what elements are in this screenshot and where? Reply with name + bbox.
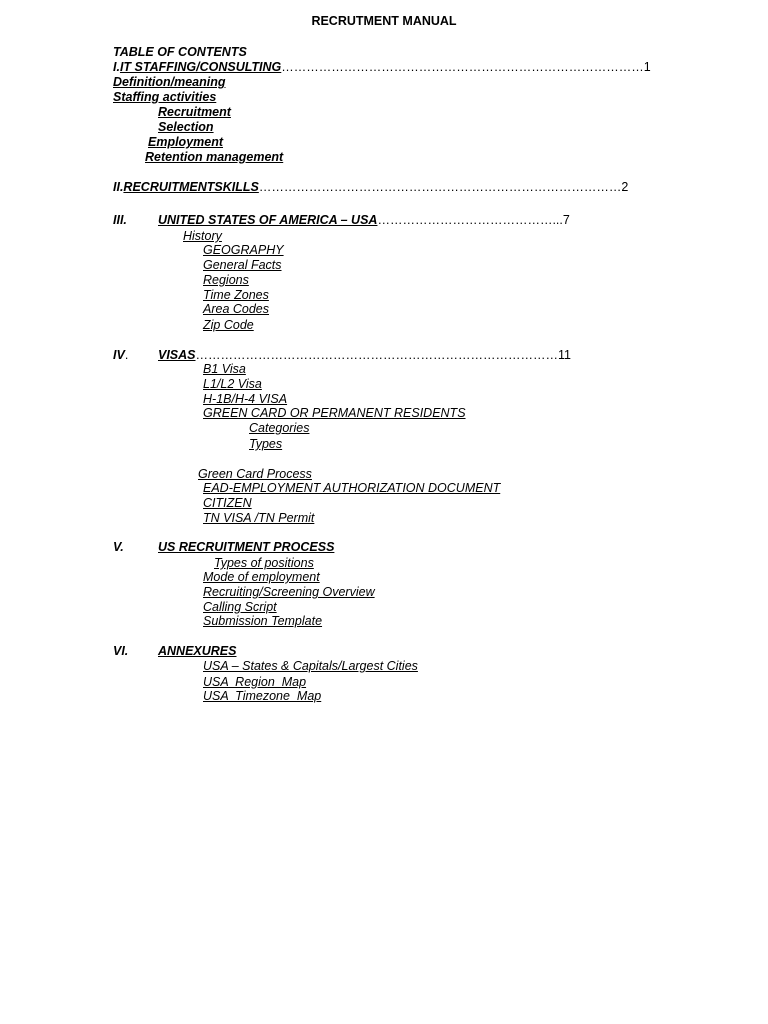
toc-link-b1-visa[interactable]: B1 Visa: [203, 362, 246, 376]
toc-link-l1-l2-visa[interactable]: L1/L2 Visa: [203, 377, 262, 391]
toc-link-it-staffing[interactable]: IT STAFFING/CONSULTING: [119, 60, 282, 74]
toc-link-regions[interactable]: Regions: [203, 273, 249, 287]
toc-link-categories[interactable]: Categories: [249, 421, 310, 435]
toc-link-annexures[interactable]: ANNEXURES: [158, 644, 237, 658]
toc-link-h1b-visa[interactable]: H-1B/H-4 VISA: [203, 392, 288, 406]
toc-heading: TABLE OF CONTENTS: [113, 45, 247, 59]
toc-link-time-zones[interactable]: Time Zones: [203, 288, 269, 302]
toc-link-region-map[interactable]: USA Region Map: [203, 675, 307, 689]
section-3-number: III.: [113, 213, 127, 227]
leader-dots: ……………………………………………………………………………: [258, 180, 622, 194]
leader-dots: ……………………………………...: [377, 213, 563, 227]
section-1-prefix: I.: [113, 60, 120, 74]
toc-link-types-of-positions[interactable]: Types of positions: [214, 556, 314, 570]
toc-link-recruitment[interactable]: Recruitment: [158, 105, 231, 119]
toc-section-2: [113, 180, 628, 195]
section-5-number: V.: [113, 540, 124, 554]
page-number: 1: [643, 60, 651, 74]
toc-link-employment[interactable]: Employment: [148, 135, 224, 149]
toc-link-selection[interactable]: Selection: [158, 120, 214, 134]
toc-section-1: [113, 60, 651, 75]
toc-link-geography[interactable]: GEOGRAPHY: [203, 243, 284, 257]
page-number: 7: [562, 213, 570, 227]
toc-link-recruitment-skills[interactable]: RECRUITMENTSKILLS: [123, 180, 259, 194]
toc-link-tn-visa[interactable]: TN VISA /TN Permit: [203, 511, 315, 525]
document-title: RECRUTMENT MANUAL: [311, 14, 457, 28]
toc-link-usa[interactable]: UNITED STATES OF AMERICA – USA: [158, 213, 378, 227]
section-4-number: [113, 348, 128, 363]
toc-link-definition[interactable]: Definition/meaning: [113, 75, 226, 89]
toc-link-general-facts[interactable]: General Facts: [203, 258, 282, 272]
section-6-number: VI.: [113, 644, 129, 658]
toc-link-screening-overview[interactable]: Recruiting/Screening Overview: [203, 585, 375, 599]
toc-section-4: [158, 348, 571, 363]
toc-link-area-codes[interactable]: Area Codes: [203, 302, 270, 316]
toc-link-green-card-process[interactable]: Green Card Process: [198, 467, 312, 481]
toc-section-3: [158, 213, 570, 228]
toc-link-citizen[interactable]: CITIZEN: [203, 496, 252, 510]
section-4-numeral: IV: [113, 348, 125, 362]
toc-link-history[interactable]: History: [183, 229, 222, 243]
section-2-prefix: II.: [113, 180, 124, 194]
page-number: 2: [621, 180, 629, 194]
toc-link-green-card[interactable]: GREEN CARD OR PERMANENT RESIDENTS: [203, 406, 466, 420]
toc-link-submission-template[interactable]: Submission Template: [203, 614, 323, 628]
toc-link-zip-code[interactable]: Zip Code: [203, 318, 254, 332]
leader-dots: ……………………………………………………………………………: [281, 60, 644, 74]
toc-link-states-capitals[interactable]: USA – States & Capitals/Largest Cities: [203, 659, 418, 673]
toc-link-us-recruitment-process[interactable]: US RECRUITMENT PROCESS: [158, 540, 335, 554]
toc-link-ead[interactable]: EAD-EMPLOYMENT AUTHORIZATION DOCUMENT: [203, 481, 501, 495]
page-number: 11: [558, 348, 571, 362]
toc-link-retention-management[interactable]: Retention management: [145, 150, 284, 164]
toc-link-types[interactable]: Types: [249, 437, 283, 451]
toc-link-timezone-map[interactable]: USA Timezone Map: [203, 689, 322, 703]
leader-dots: ……………………………………………………………………………: [195, 348, 559, 362]
toc-link-visas[interactable]: VISAS: [158, 348, 196, 362]
toc-link-calling-script[interactable]: Calling Script: [203, 600, 277, 614]
section-4-dot: .: [124, 348, 129, 362]
toc-link-mode-of-employment[interactable]: Mode of employment: [203, 570, 320, 584]
toc-link-staffing-activities[interactable]: Staffing activities: [113, 90, 217, 104]
